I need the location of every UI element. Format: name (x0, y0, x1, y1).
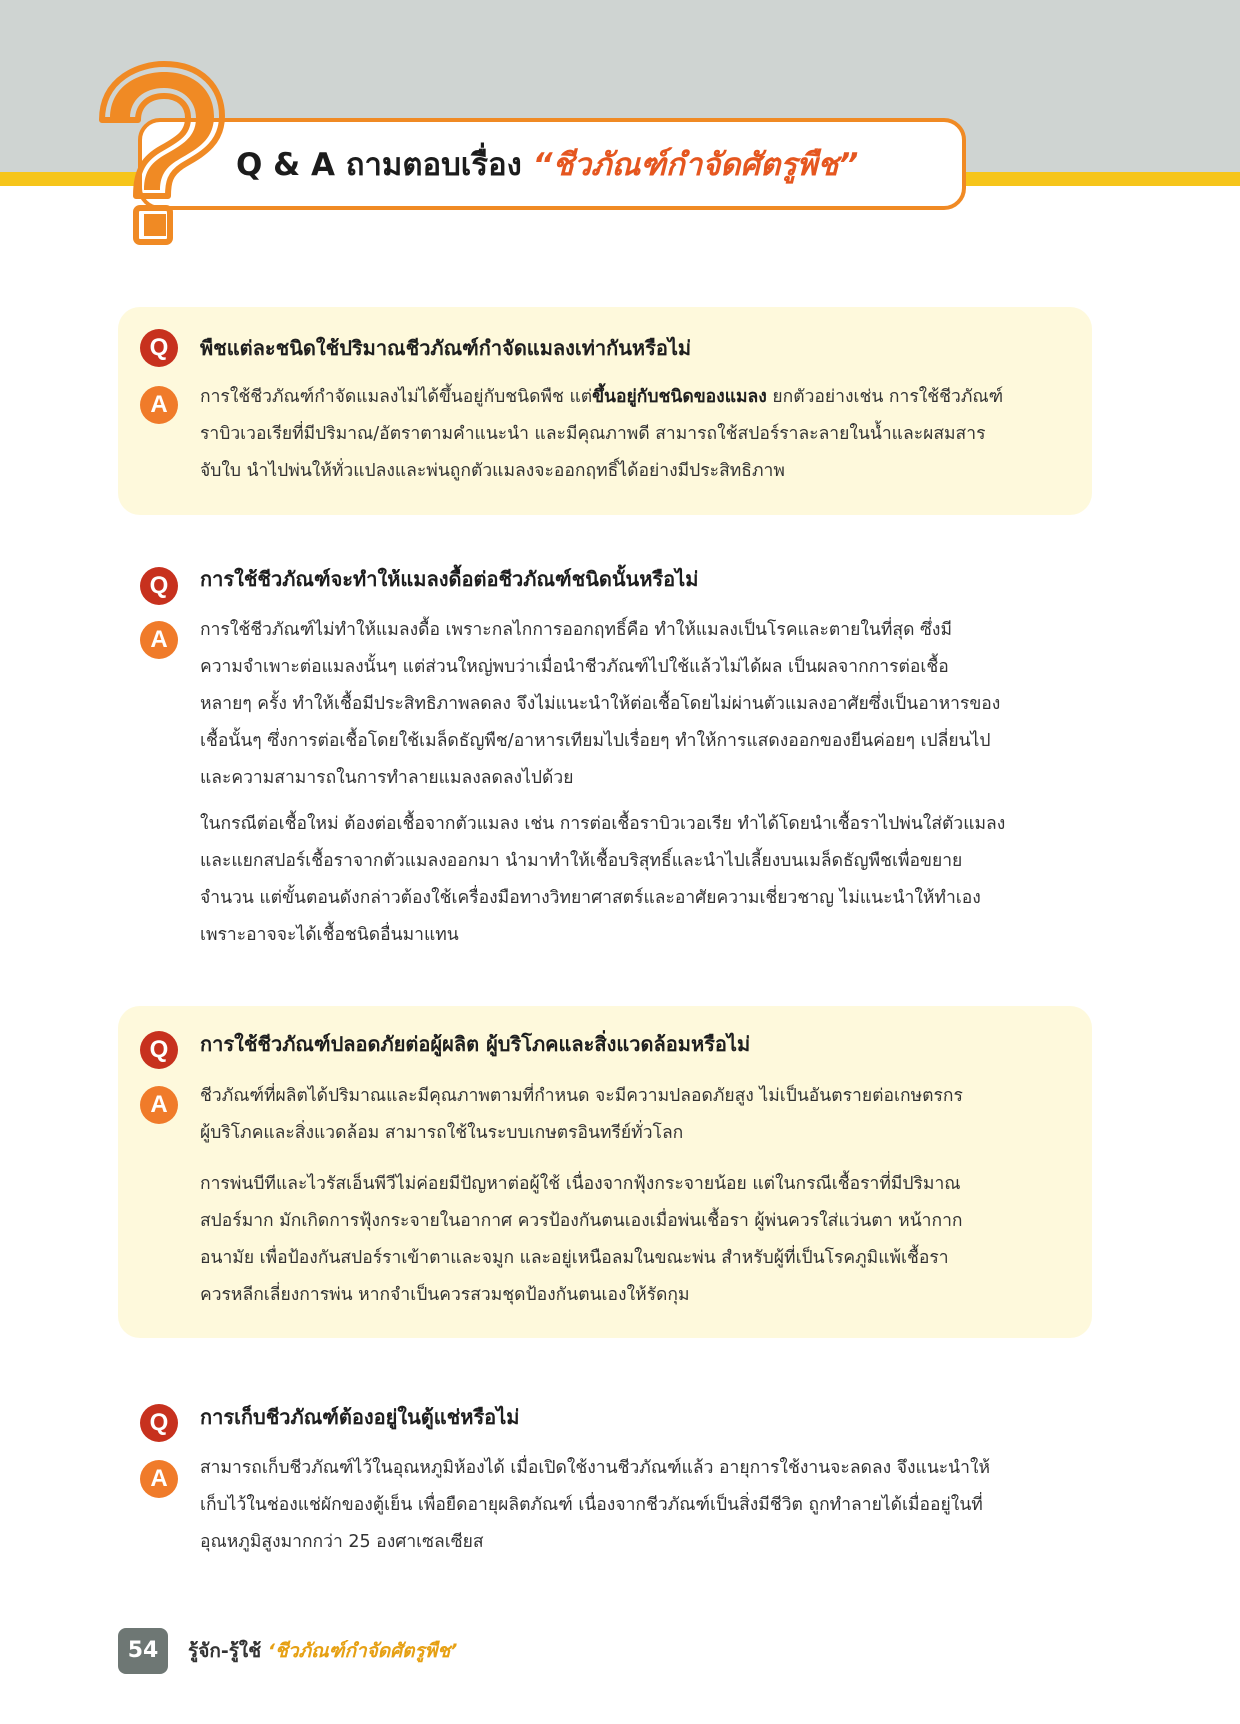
answer-emphasis: ขึ้นอยู่กับชนิดของแมลง (592, 387, 767, 407)
answer-line: ผู้บริโภคและสิ่งแวดล้อม สามารถใช้ในระบบเกษตรอินทรีย์ทั่วโลก (200, 1123, 684, 1143)
answer-line: ในกรณีต่อเชื้อใหม่ ต้องต่อเชื้อจากตัวแมลง เช่น การต่อเชื้อราบิวเวอเรีย ทำได้โดยนำเชื้อราไปพ่นใส่ตัวแมลง (200, 814, 1006, 834)
a-badge: A (140, 1086, 178, 1124)
answer-line: ควรหลีกเลี่ยงการพ่น หากจำเป็นควรสวมชุดป้องกันตนเองให้รัดกุม (200, 1285, 690, 1305)
q-badge: Q (140, 1031, 178, 1069)
answer-line: เพราะอาจจะได้เชื้อชนิดอื่นมาแทน (200, 925, 459, 945)
question-text: การเก็บชีวภัณฑ์ต้องอยู่ในตู้แช่หรือไม่ (200, 1405, 520, 1429)
page-title-prefix: Q & A ถามตอบเรื่อง (236, 147, 522, 183)
page-title-highlight: “ชีวภัณฑ์กำจัดศัตรูพืช” (532, 147, 859, 183)
a-badge: A (140, 386, 178, 424)
page-title (236, 140, 956, 190)
answer-text (200, 1450, 1068, 1561)
page-number: 54 (118, 1628, 168, 1674)
answer-line: และความสามารถในการทำลายแมลงลดลงไปด้วย (200, 768, 574, 788)
question-text: การใช้ชีวภัณฑ์จะทำให้แมลงดื้อต่อชีวภัณฑ์ชนิดนั้นหรือไม่ (200, 567, 699, 591)
answer-line: สามารถเก็บชีวภัณฑ์ไว้ในอุณหภูมิห้องได้ เมื่อเปิดใช้งานชีวภัณฑ์แล้ว อายุการใช้งานจะลดลง จึงแนะนำให้ (200, 1458, 991, 1478)
answer-text-2 (200, 1166, 1068, 1314)
question-text: พืชแต่ละชนิดใช้ปริมาณชีวภัณฑ์กำจัดแมลงเท่ากันหรือไม่ (200, 336, 692, 360)
answer-line: ชีวภัณฑ์ที่ผลิตได้ปริมาณและมีคุณภาพตามที่กำหนด จะมีความปลอดภัยสูง ไม่เป็นอันตรายต่อเกษตรกร (200, 1086, 963, 1106)
answer-line: และแยกสปอร์เชื้อราจากตัวแมลงออกมา นำมาทำให้เชื้อบริสุทธิ์และนำไปเลี้ยงบนเมล็ดธัญพืชเพื่อขยาย (200, 851, 963, 871)
answer-text-2 (200, 806, 1068, 954)
answer-line: อนามัย เพื่อป้องกันสปอร์ราเข้าตาและจมูก และอยู่เหนือลมในขณะพ่น สำหรับผู้ที่เป็นโรคภูมิแพ้เชื้อรา (200, 1248, 949, 1268)
answer-line: จำนวน แต่ขั้นตอนดังกล่าวต้องใช้เครื่องมือทางวิทยาศาสตร์และอาศัยความเชี่ยวชาญ ไม่แนะนำให้ทำเอง (200, 888, 981, 908)
answer-line: เชื้อนั้นๆ ซึ่งการต่อเชื้อโดยใช้เมล็ดธัญพืช/อาหารเทียมไปเรื่อยๆ ทำให้การแสดงออกของยีนค่อยๆ เปลี่ยนไป (200, 731, 991, 751)
q-badge: Q (140, 567, 178, 605)
qa-card-1 (118, 307, 1092, 515)
answer-line: การพ่นบีทีและไวรัสเอ็นพีวีไม่ค่อยมีปัญหาต่อผู้ใช้ เนื่องจากฟุ้งกระจายน้อย แต่ในกรณีเชื้อราที่มีปริมาณ (200, 1174, 961, 1194)
answer-line: อุณหภูมิสูงมากกว่า 25 องศาเซลเซียส (200, 1532, 484, 1552)
a-badge: A (140, 1460, 178, 1498)
answer-line: ราบิวเวอเรียที่มีปริมาณ/อัตราตามคำแนะนำ และมีคุณภาพดี สามารถใช้สปอร์ราละลายในน้ำและผสมสาร (200, 424, 986, 444)
q-badge: Q (140, 1404, 178, 1442)
answer-line: การใช้ชีวภัณฑ์ไม่ทำให้แมลงดื้อ เพราะกลไกการออกฤทธิ์คือ ทำให้แมลงเป็นโรคและตายในที่สุด ซึ่งมี (200, 620, 952, 640)
footer-title-highlight: ‘ชีวภัณฑ์กำจัดศัตรูพืช’ (267, 1640, 458, 1662)
answer-line (200, 379, 1068, 416)
question-text: การใช้ชีวภัณฑ์ปลอดภัยต่อผู้ผลิต ผู้บริโภคและสิ่งแวดล้อมหรือไม่ (200, 1032, 751, 1056)
answer-text (200, 379, 1068, 490)
answer-line: เก็บไว้ในช่องแช่ผักของตู้เย็น เพื่อยืดอายุผลิตภัณฑ์ เนื่องจากชีวภัณฑ์เป็นสิ่งมีชีวิต ถูกทำลายได้เมื่ออยู่ในที่ (200, 1495, 983, 1515)
answer-line: สปอร์มาก มักเกิดการฟุ้งกระจายในอากาศ ควรป้องกันตนเองเมื่อพ่นเชื้อรา ผู้พ่นควรใส่แว่นตา หน้ากาก (200, 1211, 963, 1231)
answer-text (200, 1078, 1068, 1152)
qa-card-2 (118, 542, 1092, 962)
footer-title-prefix: รู้จัก-รู้ใช้ (188, 1640, 262, 1662)
qa-card-3 (118, 1006, 1092, 1338)
answer-line: ความจำเพาะต่อแมลงนั้นๆ แต่ส่วนใหญ่พบว่าเมื่อนำชีวภัณฑ์ไปใช้แล้วไม่ได้ผล เป็นผลจากการต่อเชื้อ (200, 657, 949, 677)
answer-fragment: ยกตัวอย่างเช่น การใช้ชีวภัณฑ์ (766, 387, 1004, 407)
qa-card-4 (118, 1378, 1092, 1558)
a-badge: A (140, 621, 178, 659)
answer-text (200, 612, 1068, 797)
question-mark-icon (82, 58, 232, 248)
q-badge: Q (140, 329, 178, 367)
footer-title (188, 1636, 457, 1666)
answer-fragment: การใช้ชีวภัณฑ์กำจัดแมลงไม่ได้ขึ้นอยู่กับชนิดพืช แต่ (200, 387, 593, 407)
answer-line: หลายๆ ครั้ง ทำให้เชื้อมีประสิทธิภาพลดลง จึงไม่แนะนำให้ต่อเชื้อโดยไม่ผ่านตัวแมลงอาศัยซึ่งเป็นอาหารของ (200, 694, 1001, 714)
answer-line: จับใบ นำไปพ่นให้ทั่วแปลงและพ่นถูกตัวแมลงจะออกฤทธิ์ได้อย่างมีประสิทธิภาพ (200, 461, 785, 481)
